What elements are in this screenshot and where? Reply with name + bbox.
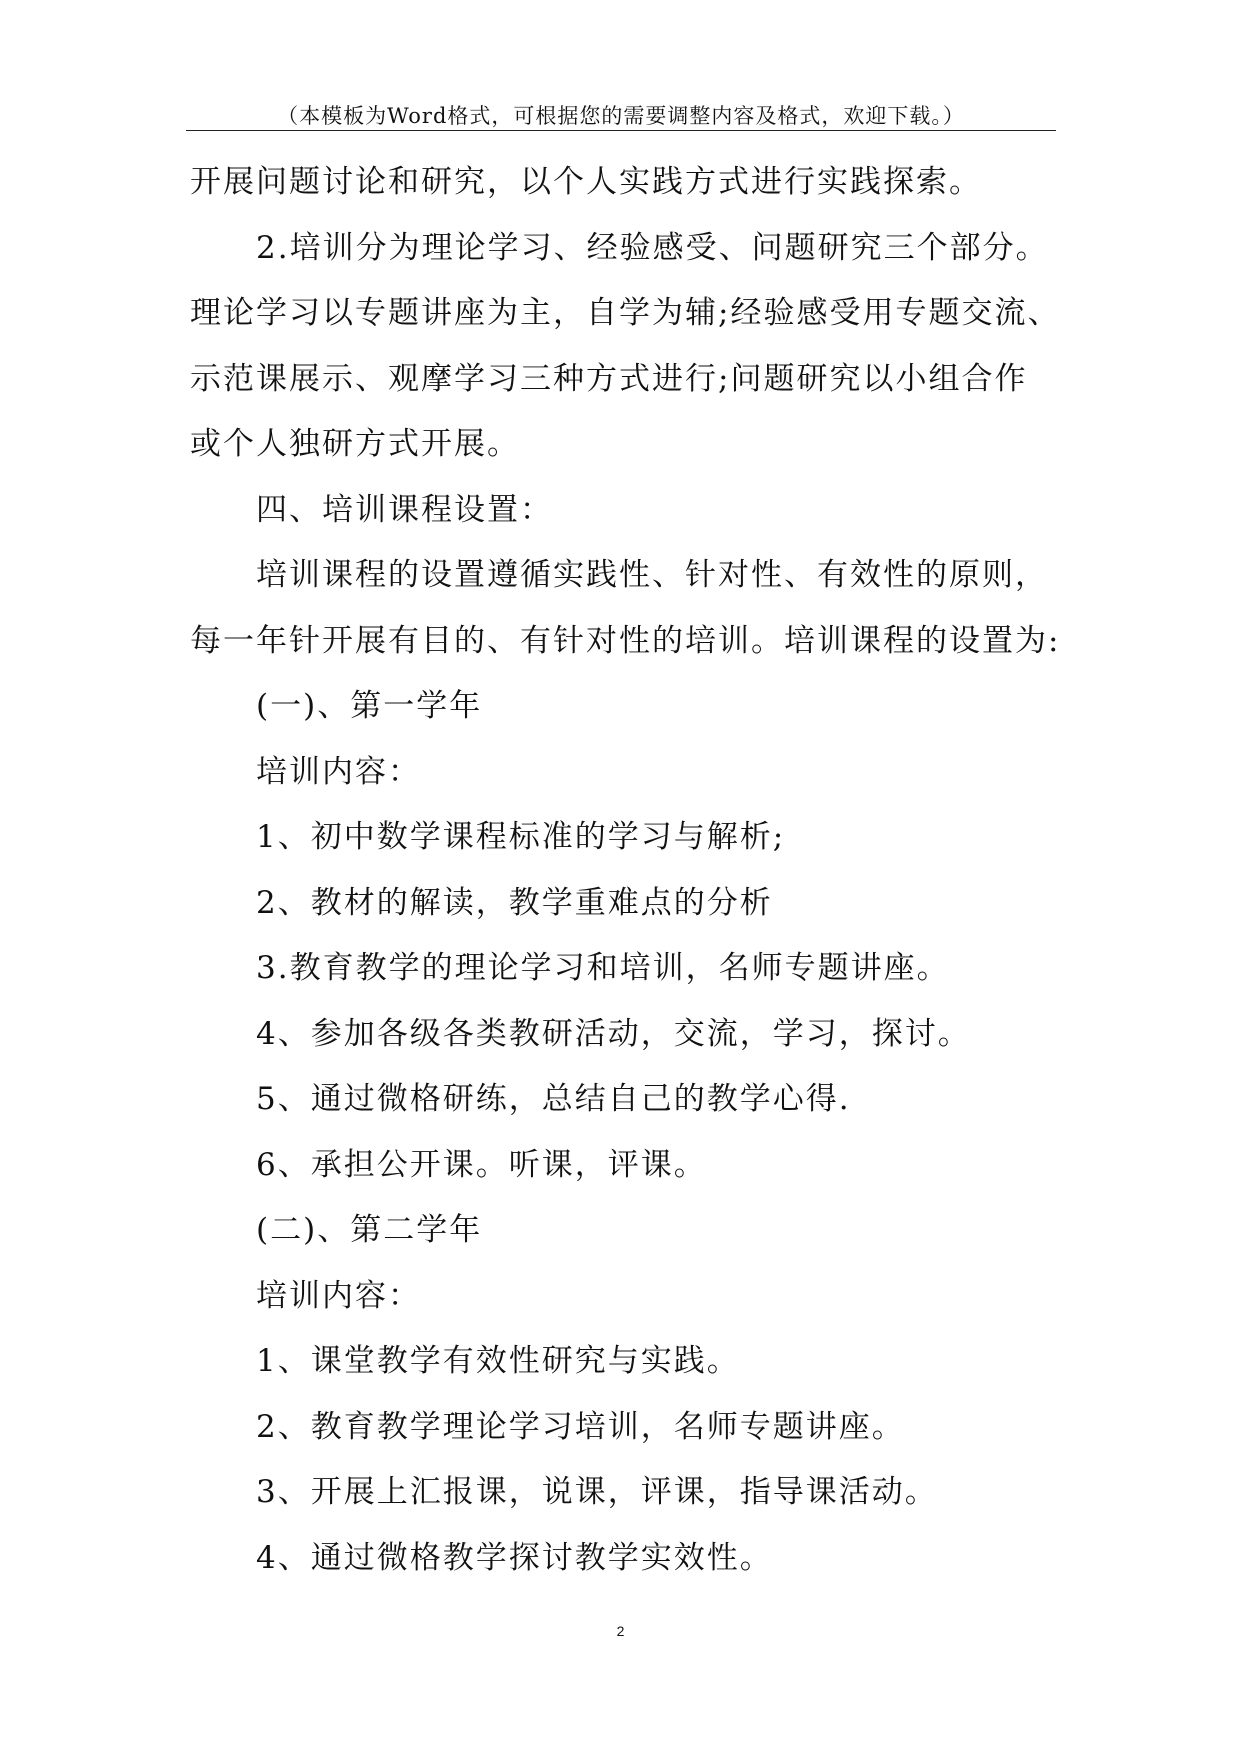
template-note-header: （本模板为Word格式，可根据您的需要调整内容及格式，欢迎下载。）: [277, 104, 965, 128]
list-item: 3.教育教学的理论学习和培训，名师专题讲座。: [256, 950, 950, 986]
paragraph-line: 开展问题讨论和研究，以个人实践方式进行实践探索。: [190, 164, 982, 200]
page-number: 2: [616, 1623, 625, 1639]
list-item: 6、承担公开课。听课，评课。: [256, 1146, 707, 1183]
list-item: 1、初中数学课程标准的学习与解析;: [256, 819, 786, 855]
paragraph-line: 2.培训分为理论学习、经验感受、问题研究三个部分。: [256, 229, 1049, 266]
paragraph-line: 培训课程的设置遵循实践性、针对性、有效性的原则，: [256, 557, 1048, 593]
content-label: 培训内容：: [256, 753, 421, 790]
list-item: 2、教育教学理论学习培训，名师专题讲座。: [256, 1408, 905, 1445]
paragraph-line: 理论学习以专题讲座为主，自学为辅;经验感受用专题交流、: [190, 295, 1061, 331]
paragraph-line: 或个人独研方式开展。: [190, 426, 520, 462]
subsection-heading: (二)、第二学年: [256, 1212, 483, 1248]
list-item: 4、参加各级各类教研活动，交流，学习，探讨。: [256, 1015, 971, 1052]
list-item: 5、通过微格研练，总结自己的教学心得.: [256, 1081, 851, 1117]
header-divider: [186, 130, 1056, 131]
document-body: [190, 157, 1070, 1598]
list-item: 3、开展上汇报课，说课，评课，指导课活动。: [256, 1474, 938, 1510]
list-item: 4、通过微格教学探讨教学实效性。: [256, 1539, 773, 1576]
section-heading: 四、培训课程设置：: [256, 491, 553, 528]
subsection-heading: (一)、第一学年: [256, 688, 483, 724]
paragraph-line: 示范课展示、观摩学习三种方式进行;问题研究以小组合作: [190, 360, 1028, 397]
list-item: 1、课堂教学有效性研究与实践。: [256, 1343, 740, 1379]
list-item: 2、教材的解读，教学重难点的分析: [256, 884, 773, 921]
content-label: 培训内容：: [256, 1277, 421, 1314]
paragraph-line: 每一年针开展有目的、有针对性的培训。培训课程的设置为:: [190, 622, 1061, 659]
